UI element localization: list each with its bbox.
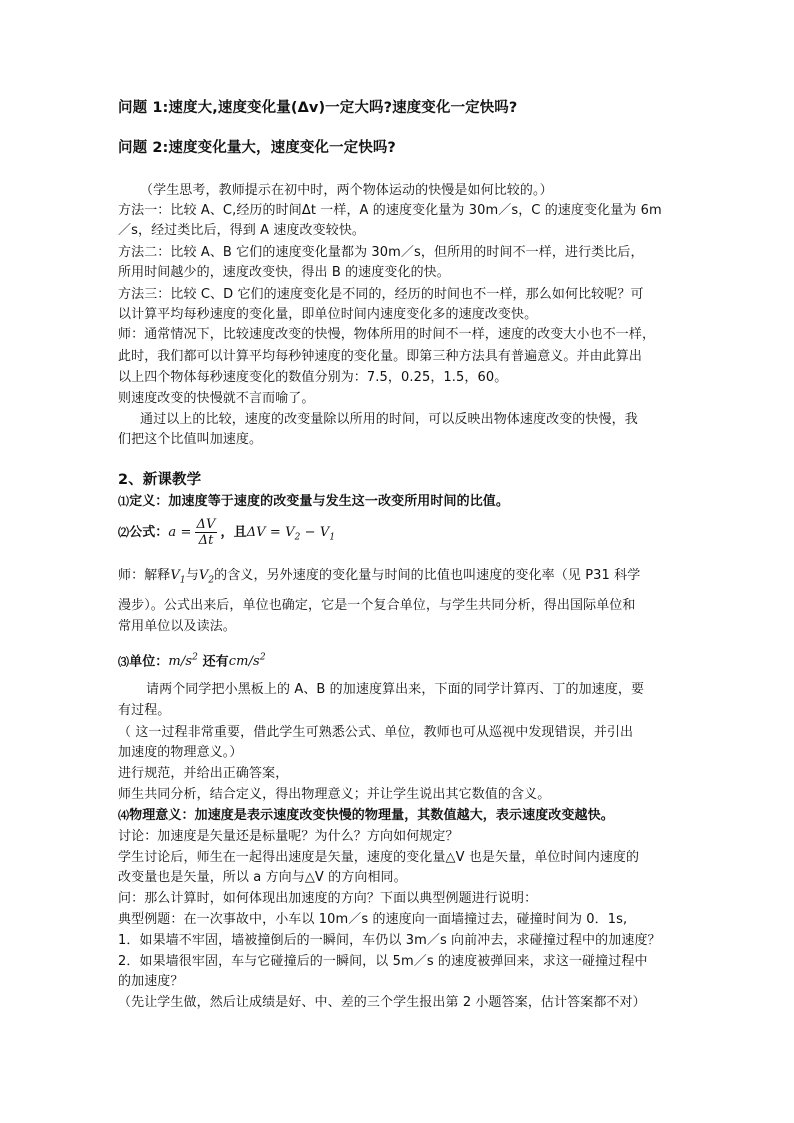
explain-suffix: 的含义，另外速度的变化量与时间的比值也叫速度的变化率（见 P31 科学 [214,568,641,583]
formula-sub-2: 2 [294,532,301,543]
explain-and: 与 [185,568,199,583]
teacher-line-1: 师：通常情况下，比较速度改变的快慢，物体所用的时间不一样，速度的改变大小也不一样， [118,327,656,342]
method-2-line-2: 所用时间越少的，速度改变快，得出 B 的速度变化的快。 [118,265,450,280]
v1-letter: V [170,568,180,583]
unit-si [168,654,198,669]
summary-line-2: 们把这个比值叫加速度。 [118,432,263,447]
formula-denominator: Δt [198,533,214,548]
method-2-line-1: 方法二：比较 A、B 它们的速度变化量都为 30m／s，但所用的时间不一样，进行类比后， [118,245,644,260]
unit-label: 单位： [129,654,169,670]
formula-fraction [195,517,218,548]
answer-line-2: 改变量也是矢量，所以 a 方向与△V 的方向相同。 [118,870,407,885]
v2-sub: 2 [208,575,215,586]
unit-also: 还有 [197,654,229,670]
unit-cgs [229,654,266,669]
formula-lhs: a = [168,525,192,540]
teacher-line-4: 则速度改变的快慢就不言而喻了。 [118,391,315,406]
intro-text: （学生思考，教师提示在初中时，两个物体运动的快慢是如何比较的。） [140,183,553,198]
unit-si-sup: 2 [192,653,198,663]
v2-letter: V [198,568,209,583]
definition-line [118,492,678,512]
ask-line: 问：那么计算时，如何体现出加速度的方向？下面以典型例题进行说明： [118,891,538,906]
v2-symbol [198,568,215,586]
example-line: 典型例题：在一次事故中，小车以 10m／s 的速度向一面墙撞过去，碰撞时间为 0．1s, [118,912,628,927]
section-heading: 2、新课教学 [118,472,202,488]
problem-1-line: 1．如果墙不牢固，墙被撞倒后的一瞬间，车仍以 3m／s 向前冲去，求碰撞过程中的加速度？ [118,933,661,948]
formula-numerator: ΔV [196,517,216,532]
norm-line: 进行规范，并给出正确答案， [118,766,289,781]
formula-rhs [246,525,336,543]
formula-label: 公式： [129,525,169,540]
unit-line [118,648,678,672]
formula-line [118,515,678,556]
teacher-line-3: 以上四个物体每秒速度变化的数值分别为：7.5，0.25，1.5，60。 [118,370,508,385]
problem-2-line-1: 2．如果墙很牢固，车与它碰撞后的一瞬间，以 5m／s 的速度被弹回来，求这一碰撞过程中 [118,954,648,969]
question-1: 问题 1:速度大,速度变化量(Δv)一定大吗?速度变化一定快吗? [118,100,518,116]
note-line-1: （ 这一过程非常重要，借此学生可熟悉公式、单位，教师也可从巡视中发现错误，并引出 [118,725,634,740]
formula-sub-1: 1 [329,532,336,543]
physical-meaning-marker: ⑷ [118,809,130,822]
method-3-line-1: 方法三：比较 C、D 它们的速度变化是不同的，经历的时间也不一样，那么如何比较呢？可 [118,287,644,302]
method-3-line-2: 以计算平均每秒速度的变化量，即单位时间内速度变化多的速度改变快。 [118,307,538,322]
unit-cgs-text: cm/s [228,654,260,670]
explain-prefix: 师：解释 [118,568,171,583]
question-2: 问题 2:速度变化量大，速度变化一定快吗? [118,140,396,156]
unit-marker: ⑶ [118,655,130,669]
problem-2-line-2: 的加速度？ [118,974,184,989]
analysis-line: 师生共同分析，结合定义，得出物理意义；并让学生说出其它数值的含义。 [118,787,551,802]
formula-marker: ⑵ [118,526,130,539]
exercise-line-1: 请两个同学把小黑板上的 A、B 的加速度算出来，下面的同学计算丙、丁的加速度，要 [146,682,645,697]
unit-cgs-sup: 2 [259,653,266,663]
final-note-line: （先让学生做，然后让成绩是好、中、差的三个学生报出第 2 小题答案，估计答案都不对） [118,995,646,1010]
v1-sub: 1 [179,575,186,586]
explain-line-2: 漫步）。公式出来后，单位也确定，它是一个复合单位，与学生共同分析，得出国际单位和 [118,598,636,613]
definition-text: 定义：加速度等于速度的改变量与发生这一改变所用时间的比值。 [129,494,510,509]
physical-meaning-text: 物理意义：加速度是表示速度改变快慢的物理量，其数值越大，表示速度改变越快。 [129,808,614,823]
unit-si-text: m/s [168,654,193,670]
note-line-2: 加速度的物理意义。） [118,745,243,760]
physical-meaning-line [118,806,678,826]
method-1-line-1: 方法一：比较 A、C,经历的时间Δt 一样，A 的速度变化量为 30m／s，C 的速度变化量为 6m [118,203,662,218]
answer-line-1: 学生讨论后，师生在一起得出速度是矢量，速度的变化量△V 也是矢量，单位时间内速度的 [118,850,640,865]
discussion-line: 讨论：加速度是矢量还是标量呢？为什么？方向如何规定？ [118,829,459,844]
explain-line-1 [118,566,678,591]
formula-rhs-v1: − V [300,525,330,540]
exercise-line-2: 有过程。 [118,703,171,718]
v1-symbol [170,568,186,586]
definition-marker: ⑴ [118,495,130,508]
explain-line-3: 常用单位以及读法。 [118,619,236,634]
summary-line-1: 通过以上的比较，速度的改变量除以所用的时间，可以反映出物体速度改变的快慢，我 [140,412,638,427]
formula-and: ，且 [220,525,247,540]
teacher-line-2: 此时，我们都可以计算平均每秒钟速度的变化量。即第三种方法具有普遍意义。并由此算出 [118,349,643,364]
formula-rhs-v2: ΔV = V [246,525,295,540]
method-1-line-2: ／s，经过类比后，得到 A 速度改变较快。 [118,223,366,238]
